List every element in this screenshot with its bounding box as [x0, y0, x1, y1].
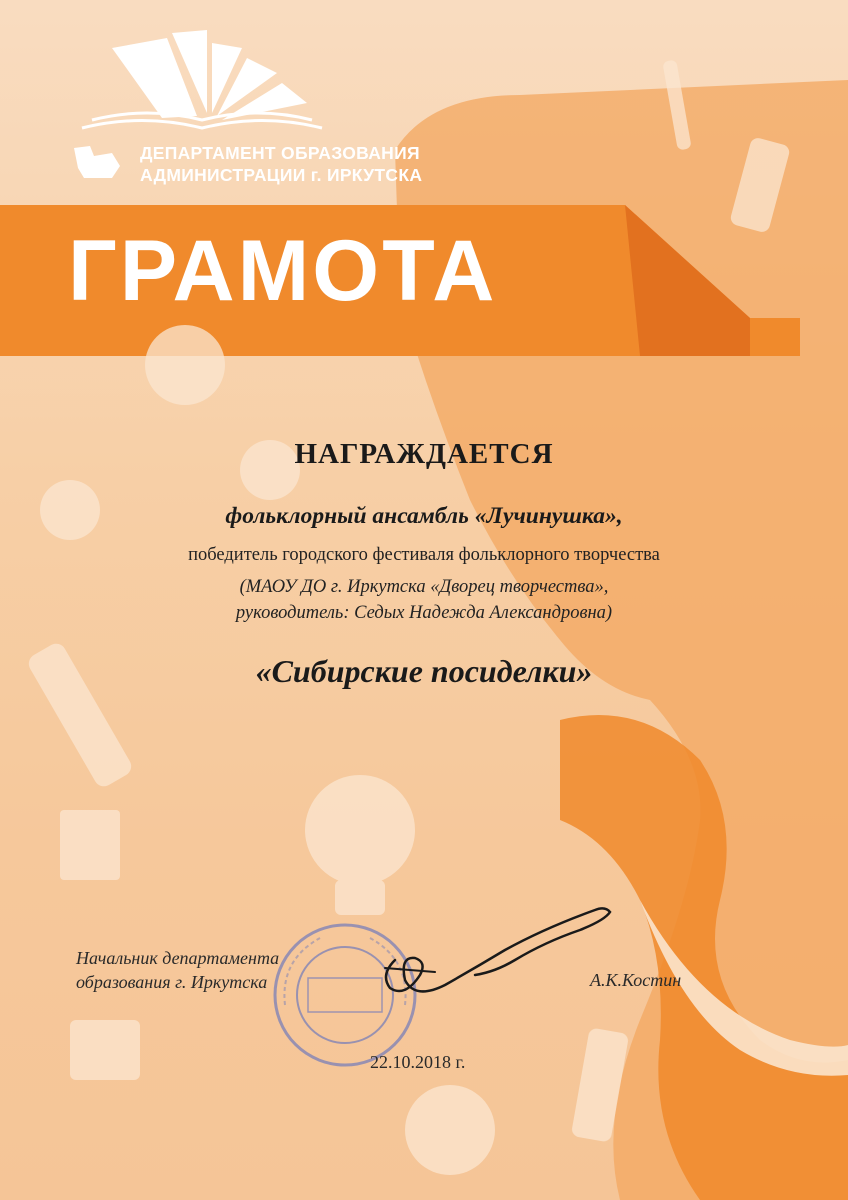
- department-name: [140, 142, 422, 186]
- open-book-icon: [82, 113, 322, 128]
- issue-date: 22.10.2018 г.: [370, 1052, 466, 1072]
- inkpot-icon: [70, 1020, 140, 1080]
- column-icon: [60, 810, 120, 880]
- signer-title-line2: образования г. Иркутска: [76, 972, 268, 992]
- leader-line: руководитель: Седых Надежда Александровна): [235, 603, 613, 623]
- signer-name: А.К.Костин: [590, 970, 682, 990]
- festival-name: «Сибирские посиделки»: [255, 653, 593, 689]
- certificate-title: ГРАМОТА: [68, 223, 498, 319]
- awarded-heading: НАГРАЖДАЕТСЯ: [294, 438, 554, 470]
- palette-icon: [405, 1085, 495, 1175]
- award-description: победитель городского фестиваля фольклорного творчества: [188, 545, 660, 565]
- recipient-name: фольклорный ансамбль «Лучинушка»,: [225, 503, 623, 529]
- book-pages-icon: [112, 30, 307, 120]
- department-name-line1: ДЕПАРТАМЕНТ ОБРАЗОВАНИЯ: [140, 143, 420, 163]
- camera-icon: [145, 325, 225, 405]
- irkutsk-dog-emblem-icon: [74, 146, 120, 178]
- organization-line: (МАОУ ДО г. Иркутска «Дворец творчества»,: [239, 577, 609, 597]
- signer-title: [76, 946, 279, 994]
- lightbulb-icon: [305, 775, 415, 885]
- department-name-line2: АДМИНИСТРАЦИИ г. ИРКУТСКА: [140, 165, 423, 185]
- signer-title-line1: Начальник департамента: [76, 948, 280, 968]
- signature: [365, 880, 625, 1010]
